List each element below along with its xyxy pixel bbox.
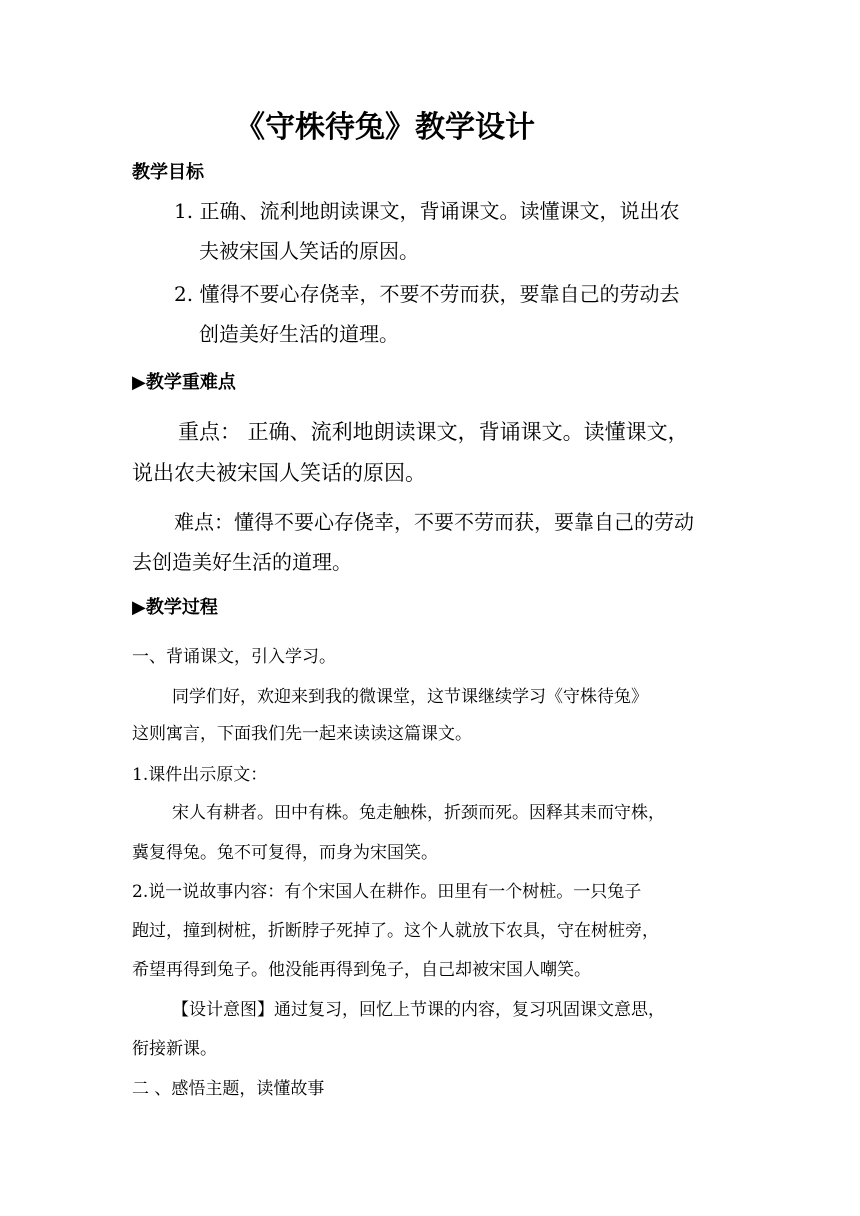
original-text-line-2: 冀复得兔。兔不可复得，而身为宋国笑。	[132, 843, 438, 863]
sub-item-2-line-3: 希望再得到兔子。他没能再得到兔子，自己却被宋国人嘲笑。	[132, 960, 591, 980]
difficulty-line-2: 去创造美好生活的道理。	[132, 550, 352, 574]
intro-line-2: 这则寓言，下面我们先一起来读读这篇课文。	[132, 724, 472, 744]
key-points-heading: ▶教学重难点	[132, 372, 236, 393]
step-2-title: 二 、感悟主题，读懂故事	[132, 1079, 325, 1099]
design-intent-line-1: 【设计意图】通过复习，回忆上节课的内容，复习巩固课文意思，	[172, 1000, 665, 1020]
objective-item-1-line-1: 1. 正确、流利地朗读课文，背诵课文。读懂课文，说出农	[174, 199, 680, 223]
original-text-line-1: 宋人有耕者。田中有株。兔走触株，折颈而死。因释其耒而守株，	[172, 803, 665, 823]
objective-item-2-line-2: 创造美好生活的道理。	[199, 322, 399, 346]
document-title: 《守株待兔》教学设计	[235, 110, 535, 145]
objective-item-1-line-2: 夫被宋国人笑话的原因。	[199, 239, 419, 263]
sub-item-1: 1.课件出示原文：	[132, 765, 268, 785]
intro-line-1: 同学们好，欢迎来到我的微课堂，这节课继续学习《守株待兔》	[172, 687, 648, 707]
difficulty-line-1: 难点：懂得不要心存侥幸，不要不劳而获，要靠自己的劳动	[174, 510, 694, 534]
process-heading: ▶教学过程	[132, 597, 218, 618]
focus-line-1: 重点： 正确、流利地朗读课文，背诵课文。读懂课文，	[178, 420, 689, 444]
objectives-heading: 教学目标	[132, 162, 204, 183]
sub-item-2-line-2: 跑过，撞到树桩，折断脖子死掉了。这个人就放下农具，守在树桩旁，	[132, 921, 659, 941]
objective-item-2-line-1: 2. 懂得不要心存侥幸，不要不劳而获，要靠自己的劳动去	[174, 282, 680, 306]
focus-line-2: 说出农夫被宋国人笑话的原因。	[132, 461, 426, 485]
step-1-title: 一、背诵课文，引入学习。	[132, 647, 336, 667]
design-intent-line-2: 衔接新课。	[132, 1039, 217, 1059]
sub-item-2-line-1: 2.说一说故事内容：有个宋国人在耕作。田里有一个树桩。一只兔子	[132, 882, 642, 902]
